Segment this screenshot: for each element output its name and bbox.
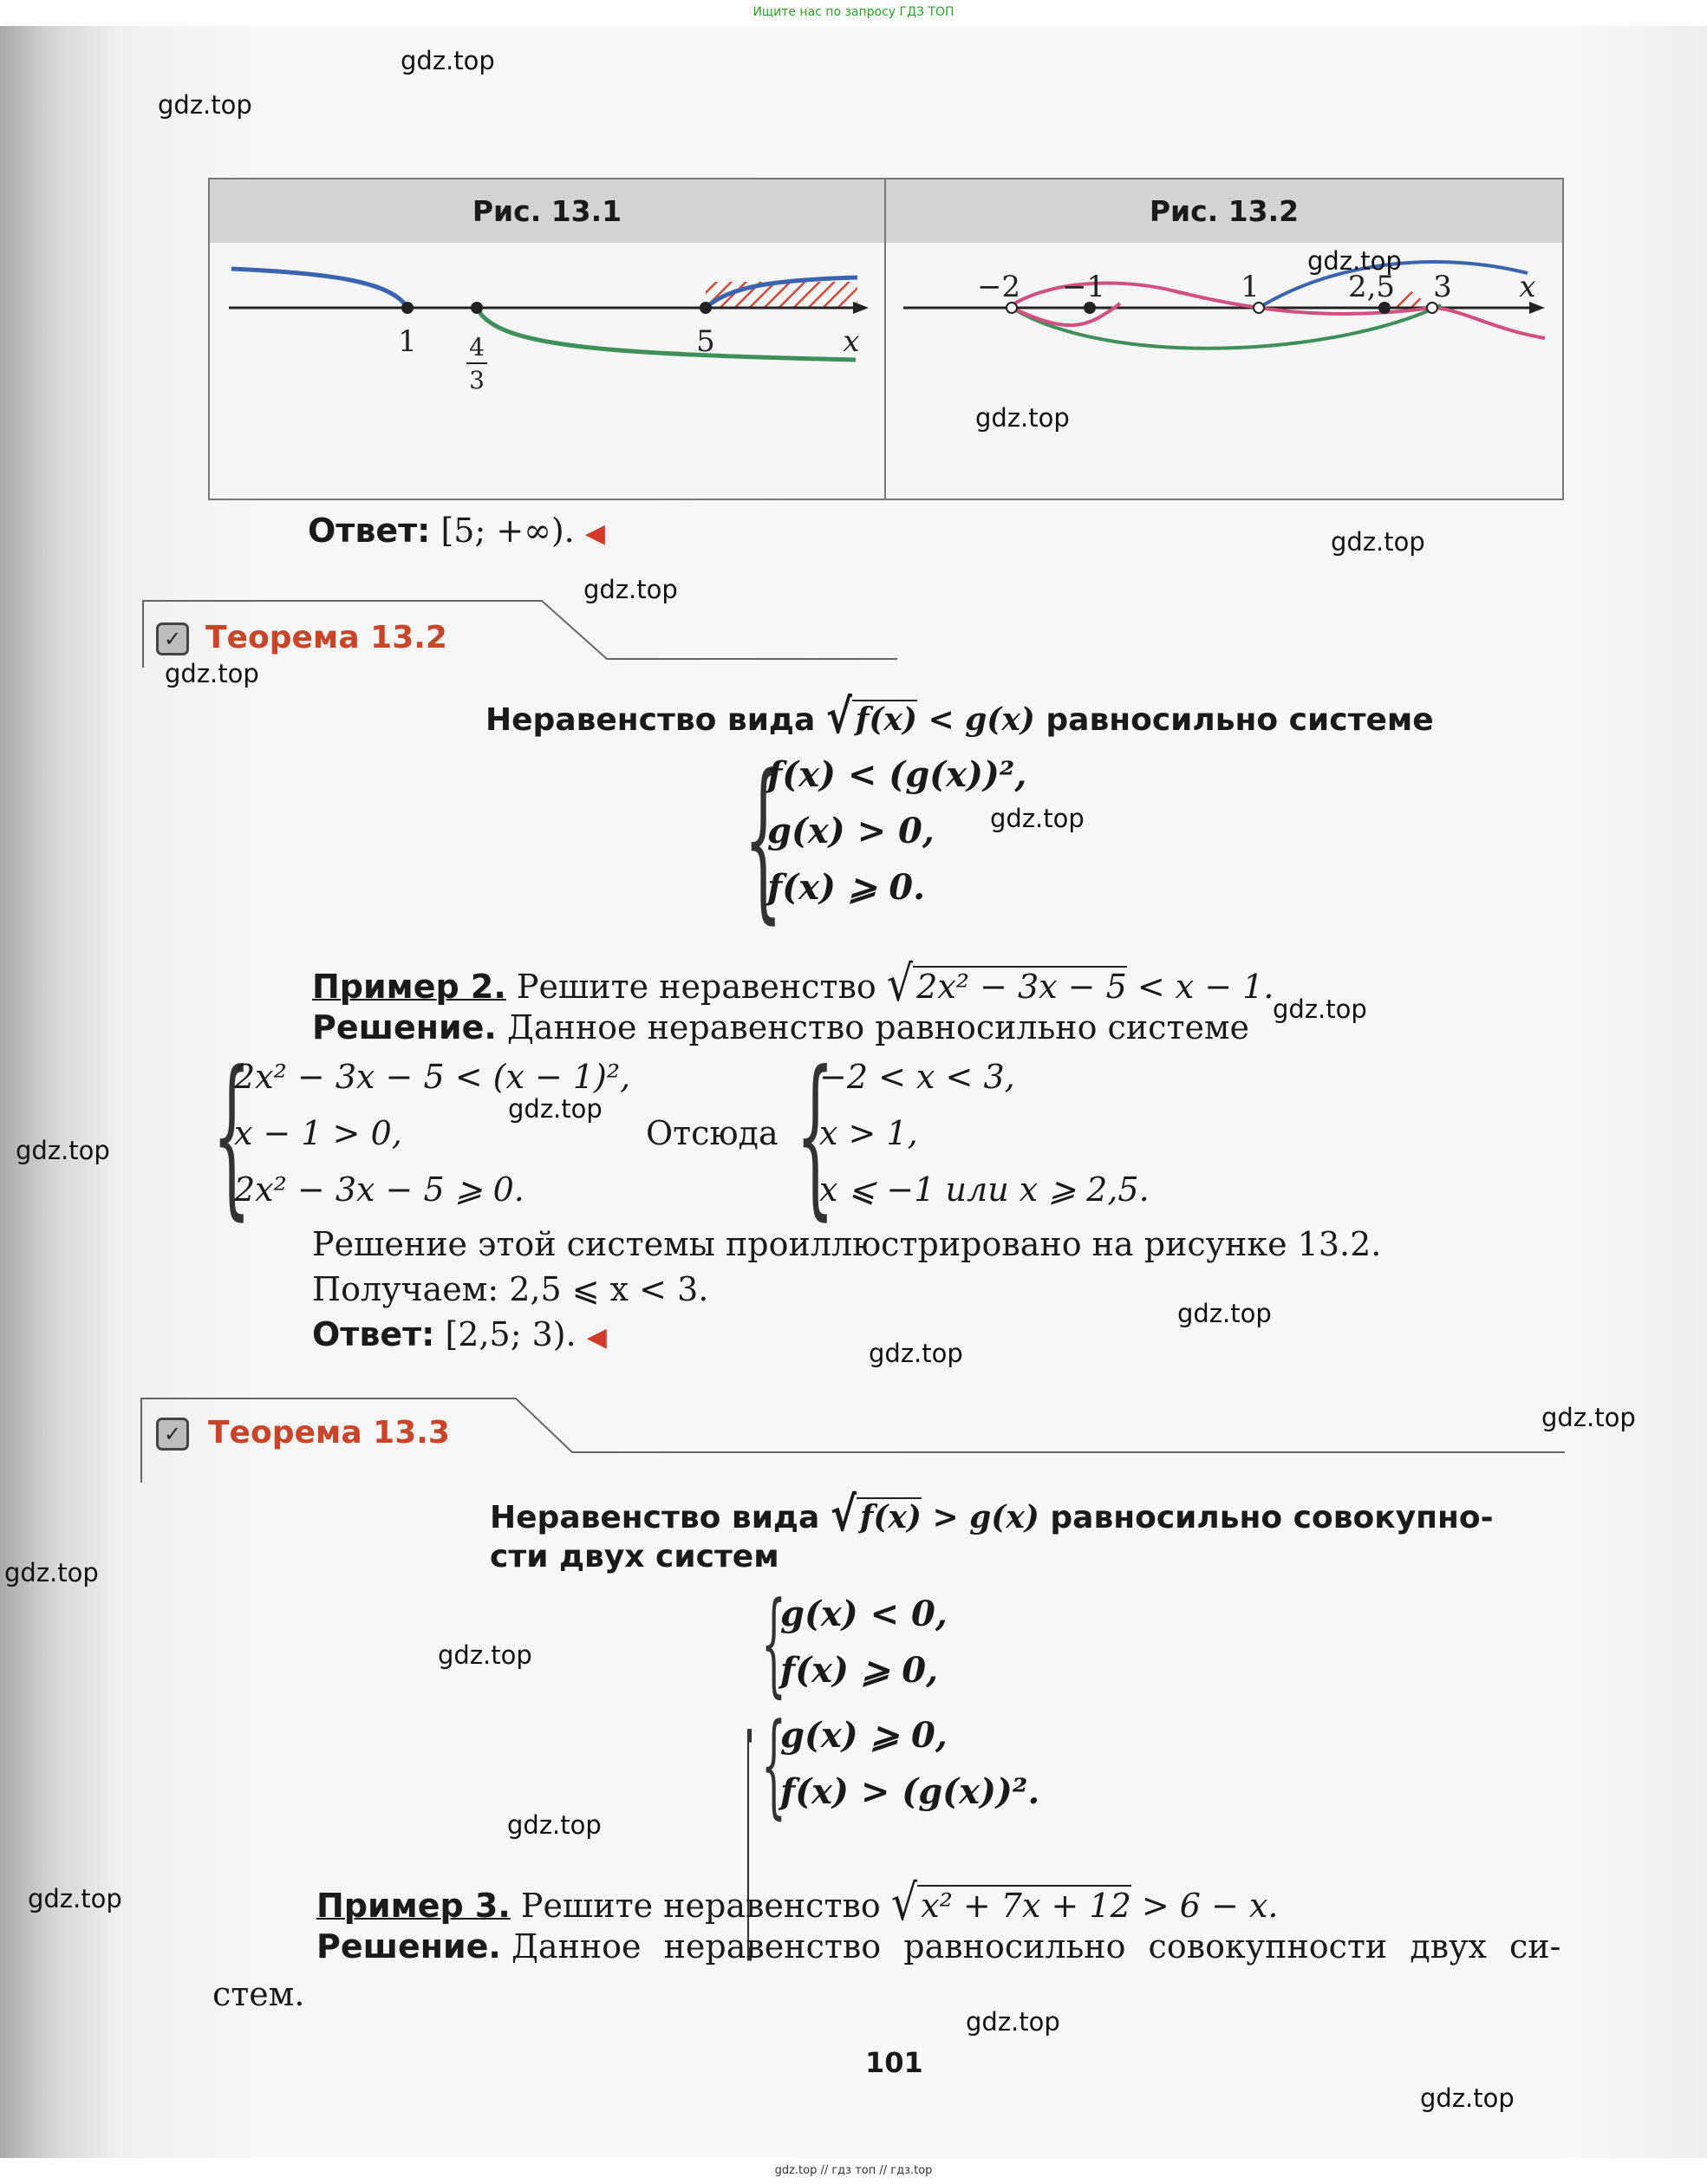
example2-text: Решите неравенство — [516, 968, 876, 1006]
sqrt-icon: √ — [886, 955, 914, 1014]
example3-label: Пример 3. — [316, 1887, 511, 1925]
watermark: gdz.top — [1307, 246, 1402, 276]
watermark: gdz.top — [1541, 1403, 1636, 1432]
theorem2-statement-before: Неравенство вида — [485, 702, 816, 738]
example2-brace-1: { — [212, 1034, 251, 1236]
theorem3-title: Теорема 13.3 — [208, 1415, 450, 1451]
example3-statement — [316, 1874, 1279, 1933]
example2-sys2-line-1: −2 < x < 3, — [819, 1058, 1015, 1096]
fig1-label-5: 5 — [696, 324, 715, 359]
watermark: gdz.top — [4, 1558, 99, 1587]
example2-solution-text: Данное неравенство равносильно системе — [506, 1008, 1249, 1046]
fig1-label-x: x — [843, 324, 860, 359]
fig1-blue-left — [231, 269, 407, 308]
watermark: gdz.top — [990, 804, 1085, 833]
example2-solution-label: Решение. — [312, 1008, 497, 1046]
sqrt-icon: √ — [890, 1874, 918, 1933]
fig1-label-4: 4 — [469, 333, 485, 362]
example2-sys1-line-2: x − 1 > 0, — [234, 1114, 402, 1152]
answer-2-value: [2,5; 3). — [445, 1315, 577, 1353]
example3-solution-label: Решение. — [316, 1927, 501, 1966]
theorem3-sys-a-line-2: f(x) ⩾ 0, — [780, 1650, 939, 1691]
fig1-label-1: 1 — [398, 324, 417, 359]
sqrt-icon: √ — [830, 1486, 857, 1542]
example2-label: Пример 2. — [312, 968, 506, 1006]
watermark: gdz.top — [16, 1136, 110, 1165]
theorem3-brace-a: { — [761, 1577, 786, 1709]
theorem3-statement — [490, 1486, 1494, 1542]
watermark: gdz.top — [966, 2007, 1060, 2037]
example2-obtain: Получаем: 2,5 ⩽ x < 3. — [312, 1270, 709, 1308]
example2-sys2-line-3: x ⩽ −1 или x ⩾ 2,5. — [819, 1170, 1150, 1209]
theorem3-statement-before: Неравенство вида — [490, 1500, 820, 1535]
example2-solution — [312, 1008, 1249, 1046]
fig2-label-1: 1 — [1241, 270, 1260, 304]
watermark: gdz.top — [1331, 527, 1425, 557]
fig2-label-m1: −1 — [1061, 270, 1106, 304]
example3-solution-text2: стем. — [212, 1975, 305, 2013]
theorem3-sys-a-line-1: g(x) < 0, — [780, 1594, 948, 1634]
answer-1-value: [5; +∞). — [440, 512, 575, 550]
theorem3-statement-after: равносильно совокупно- — [1050, 1500, 1494, 1535]
watermark: gdz.top — [1177, 1299, 1272, 1328]
theorem2-brace: { — [744, 738, 783, 940]
fig2-label-m2: −2 — [976, 270, 1021, 304]
watermark: gdz.top — [508, 1094, 603, 1124]
fig1-title: Рис. 13.1 — [210, 179, 884, 243]
example2-brace-2: { — [796, 1034, 835, 1236]
example3-solution-text: Данное неравенство равносильно совокупности двух си- — [511, 1927, 1561, 1966]
theorem2-statement-rel: < g(x) — [928, 701, 1035, 738]
page-number: 101 — [865, 2046, 923, 2079]
watermark: gdz.top — [1420, 2083, 1515, 2113]
fig2-graph — [886, 243, 1562, 499]
watermark: gdz.top — [1273, 994, 1367, 1024]
watermark: gdz.top — [583, 575, 678, 604]
textbook-page — [0, 26, 1707, 2158]
theorem2-title: Теорема 13.2 — [205, 620, 447, 655]
example2-statement — [312, 955, 1274, 1014]
fig2-label-x: x — [1519, 270, 1536, 304]
example3-solution — [316, 1927, 1560, 1966]
figures-table — [208, 178, 1564, 500]
bottom-banner: gdz.top // гдз топ // гдз.top — [774, 2164, 933, 2177]
theorem2-line-3: f(x) ⩾ 0. — [767, 867, 926, 908]
theorem2-sqrt-expr: f(x) — [852, 700, 917, 738]
example2-sys1-line-3: 2x² − 3x − 5 ⩾ 0. — [234, 1170, 524, 1209]
example3-sqrt-expr: x² + 7x + 12 — [917, 1885, 1131, 1925]
fig1-label-3: 3 — [469, 366, 485, 394]
example2-rhs: < x − 1. — [1137, 968, 1274, 1006]
watermark: gdz.top — [158, 90, 252, 120]
fig2-label-2-5: 2,5 — [1347, 270, 1396, 304]
theorem3-sqrt-expr: f(x) — [857, 1497, 922, 1535]
fig1-point-4-3 — [471, 302, 483, 314]
watermark: gdz.top — [401, 46, 495, 75]
theorem2-check-icon: ✓ — [156, 623, 189, 655]
theorem3-brace-b: { — [761, 1698, 786, 1830]
fig1-point-5 — [700, 302, 712, 314]
watermark: gdz.top — [975, 403, 1070, 433]
watermark: gdz.top — [507, 1810, 602, 1840]
fig2-label-3: 3 — [1433, 270, 1452, 304]
theorem3-sys-b-line-1: g(x) ⩾ 0, — [780, 1715, 948, 1756]
theorem3-statement-rel: > g(x) — [932, 1499, 1039, 1535]
theorem3-statement-line2: сти двух систем — [490, 1539, 779, 1574]
theorem2-line-2: g(x) > 0, — [767, 811, 935, 851]
watermark: gdz.top — [165, 659, 259, 688]
fig1-graph — [210, 243, 884, 499]
answer-1-label: Ответ: — [308, 512, 431, 550]
answer-1-marker: ◀ — [584, 518, 605, 549]
example2-sys1-line-1: 2x² − 3x − 5 < (x − 1)², — [234, 1058, 631, 1096]
watermark: gdz.top — [438, 1640, 532, 1670]
watermark: gdz.top — [869, 1339, 963, 1368]
sqrt-icon: √ — [825, 688, 852, 745]
theorem3-outer-bracket: [ — [746, 1687, 753, 1989]
example3-text: Решите неравенство — [520, 1887, 881, 1925]
theorem3-sys-b-line-2: f(x) > (g(x))². — [780, 1771, 1040, 1812]
fig1-point-1 — [401, 302, 414, 314]
answer-2-label: Ответ: — [312, 1315, 435, 1353]
example2-hence: Отсюда — [646, 1114, 779, 1152]
theorem2-line-1: f(x) < (g(x))², — [767, 754, 1027, 795]
example2-illustrated: Решение этой системы проиллюстрировано на рисунке 13.2. — [312, 1225, 1382, 1263]
fig1-axis-arrow — [853, 302, 869, 314]
theorem2-statement-after: равносильно системе — [1046, 702, 1434, 738]
answer-2-marker: ◀ — [586, 1322, 607, 1353]
top-banner: Ищите нас по запросу ГДЗ ТОП — [753, 5, 954, 19]
fig2-title: Рис. 13.2 — [886, 179, 1562, 243]
theorem3-check-icon: ✓ — [156, 1418, 189, 1451]
fig1-green — [477, 308, 856, 360]
answer-2 — [312, 1315, 607, 1353]
theorem2-statement — [485, 688, 1434, 745]
watermark: gdz.top — [28, 1884, 122, 1913]
answer-1 — [308, 512, 605, 550]
example2-sys2-line-2: x > 1, — [819, 1114, 918, 1152]
example3-rhs: > 6 − x. — [1141, 1887, 1279, 1925]
example2-sqrt-expr: 2x² − 3x − 5 — [913, 966, 1127, 1006]
